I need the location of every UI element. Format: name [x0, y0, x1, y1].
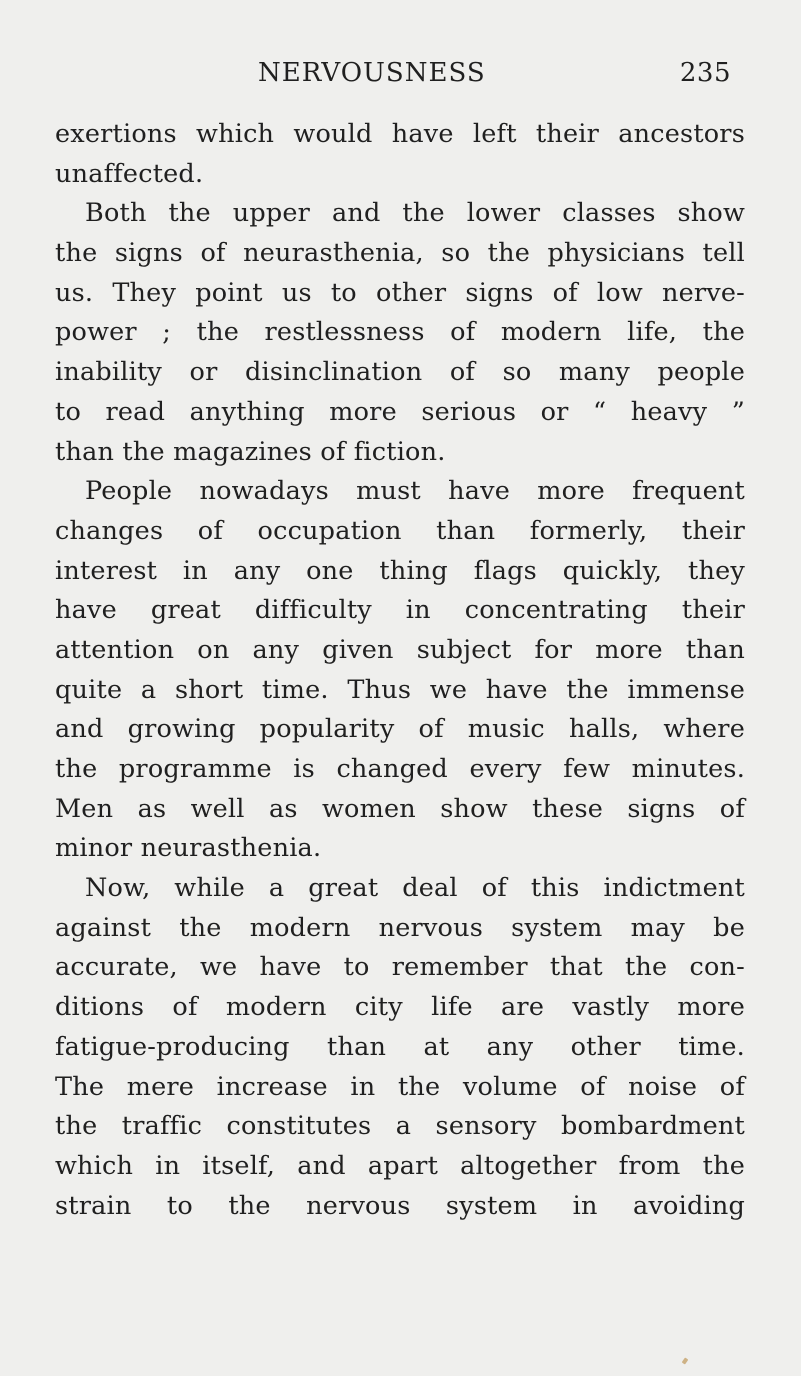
text-line: strain to the nervous system in avoiding [55, 1190, 745, 1221]
text-line: accurate, we have to remember that the con- [55, 952, 745, 983]
page-number: 235 [679, 58, 731, 88]
text-line: unaffected. [55, 158, 204, 189]
text-line: which in itself, and apart altogether from the [55, 1150, 745, 1181]
running-head [258, 58, 731, 98]
text-line: changes of occupation than formerly, their [55, 515, 745, 546]
text-line: interest in any one thing flags quickly, they [55, 555, 745, 586]
text-line: ditions of modern city life are vastly more [55, 992, 745, 1023]
text-line: than the magazines of fiction. [55, 436, 446, 467]
text-line: against the modern nervous system may be [55, 912, 745, 943]
text-line: minor neurasthenia. [55, 833, 322, 864]
running-title: NERVOUSNESS [258, 58, 486, 88]
text-line: Both the upper and the lower classes show [85, 198, 745, 229]
body-text [55, 115, 745, 1226]
text-line: the programme is changed every few minutes. [55, 754, 745, 784]
text-line: power ; the restlessness of modern life, the [55, 317, 745, 348]
text-line: Men as well as women show these signs of [55, 793, 745, 824]
text-line: attention on any given subject for more than [55, 634, 745, 665]
text-line: The mere increase in the volume of noise of [55, 1071, 745, 1102]
text-line: to read anything more serious or “ heavy ” [55, 396, 745, 427]
text-line: have great difficulty in concentrating their [55, 595, 745, 626]
text-line: and growing popularity of music halls, where [55, 714, 745, 745]
text-line: exertions which would have left their ancestors [55, 119, 745, 149]
text-line: us. They point us to other signs of low nerve- [55, 277, 745, 308]
text-line: the signs of neurasthenia, so the physicians tell [55, 238, 745, 269]
text-line: quite a short time. Thus we have the immense [55, 674, 745, 705]
text-line: inability or disinclination of so many people [55, 357, 745, 388]
text-line: People nowadays must have more frequent [85, 476, 745, 507]
text-line: the traffic constitutes a sensory bombardment [55, 1111, 745, 1142]
text-line: Now, while a great deal of this indictment [85, 873, 745, 904]
text-line: fatigue-producing than at any other time. [55, 1031, 745, 1062]
paper-speck [682, 1357, 689, 1364]
